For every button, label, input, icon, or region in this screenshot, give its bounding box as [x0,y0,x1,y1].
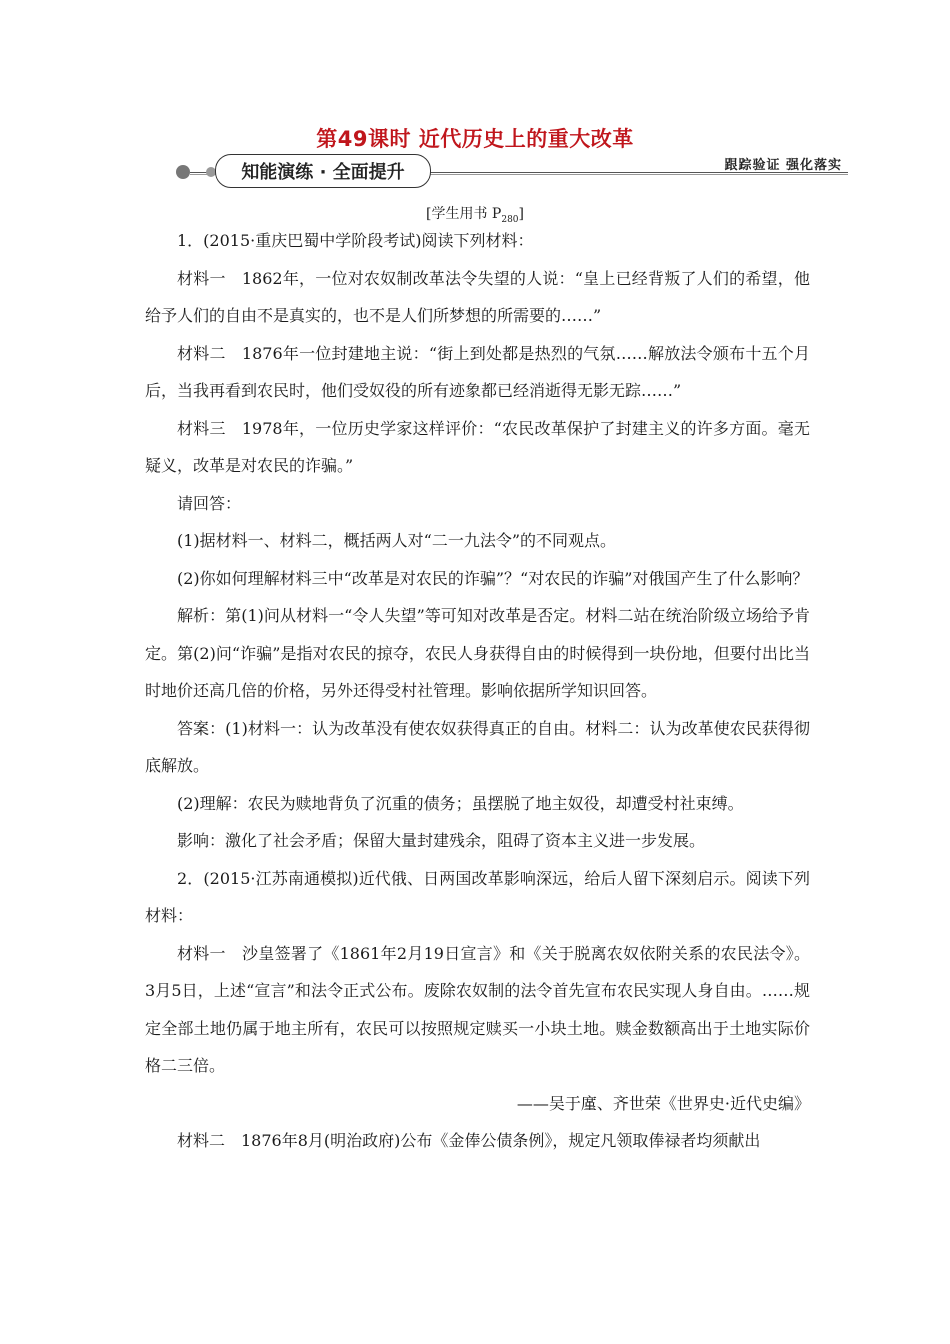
q1-answer-1: 答案：(1)材料一：认为改革没有使农奴获得真正的自由。材料二：认为改革使农民获得彻底解放。 [145,718,810,775]
book-reference-page: 280 [501,214,519,225]
q1-answer-impact: 影响：激化了社会矛盾；保留大量封建残余，阻碍了资本主义进一步发展。 [177,831,706,850]
q1-analysis: 解析：第(1)问从材料一“令人失望”等可知对改革是否定。材料二站在统治阶级立场给予肯定。第(2)问“诈骗”是指对农民的掠夺，农民人身获得自由的时候得到一块份地，但要付出比当时地价还高几倍的价格，另外还得受村社管理。影响依据所学知识回答。 [145,606,810,700]
section-badge [215,154,431,188]
q1-subquestion-1: (1)据材料一、材料二，概括两人对“二一九法令”的不同观点。 [177,531,617,550]
q1-material-3: 材料三 1978年，一位历史学家这样评价：“农民改革保护了封建主义的许多方面。毫无疑义，改革是对农民的诈骗。” [145,418,810,475]
section-banner [176,152,848,192]
section-slogan: 跟踪验证 强化落实 [724,158,842,173]
book-reference-prefix: [学生用书 P [426,206,502,222]
q1-prompt: 请回答： [177,493,242,513]
document-body [145,222,810,1160]
page-title: 第49课时 近代历史上的重大改革 [316,127,634,151]
section-badge-label: 知能演练 · 全面提升 [241,162,405,183]
question-1-intro: 1．(2015·重庆巴蜀中学阶段考试)阅读下列材料： [177,231,534,250]
q2-material-1: 材料一 沙皇签署了《1861年2月19日宣言》和《关于脱离农奴依附关系的农民法令》。3月5日，上述“宣言”和法令正式公布。废除农奴制的法令首先宣布农民实现人身自由。……规定全部土地仍属于地主所有，农民可以按照规定赎买一小块土地。赎金数额高出于土地实际价格二三倍。 [145,943,810,1075]
book-reference-suffix: ] [518,206,524,222]
q1-material-1: 材料一 1862年，一位对农奴制改革法令失望的人说：“皇上已经背叛了人们的希望，他给予人们的自由不是真实的，也不是人们所梦想的所需要的……” [145,268,810,325]
q1-material-2: 材料二 1876年一位封建地主说：“街上到处都是热烈的气氛……解放法令颁布十五个月后，当我再看到农民时，他们受奴役的所有迹象都已经消逝得无影无踪……” [145,343,810,400]
bullet-dot-icon [176,165,190,179]
q1-answer-2: (2)理解：农民为赎地背负了沉重的债务；虽摆脱了地主奴役，却遭受村社束缚。 [177,793,744,813]
q2-material-1-source: ——吴于廑、齐世荣《世界史·近代史编》 [516,1093,810,1113]
q1-subquestion-2: (2)你如何理解材料三中“改革是对农民的诈骗”？“对农民的诈骗”对俄国产生了什么影响？ [177,568,809,588]
question-2-intro: 2．(2015·江苏南通模拟)近代俄、日两国改革影响深远，给后人留下深刻启示。阅读下列材料： [145,868,810,925]
q2-material-2: 材料二 1876年8月(明治政府)公布《金俸公债条例》，规定凡领取俸禄者均须献出 [177,1131,761,1150]
